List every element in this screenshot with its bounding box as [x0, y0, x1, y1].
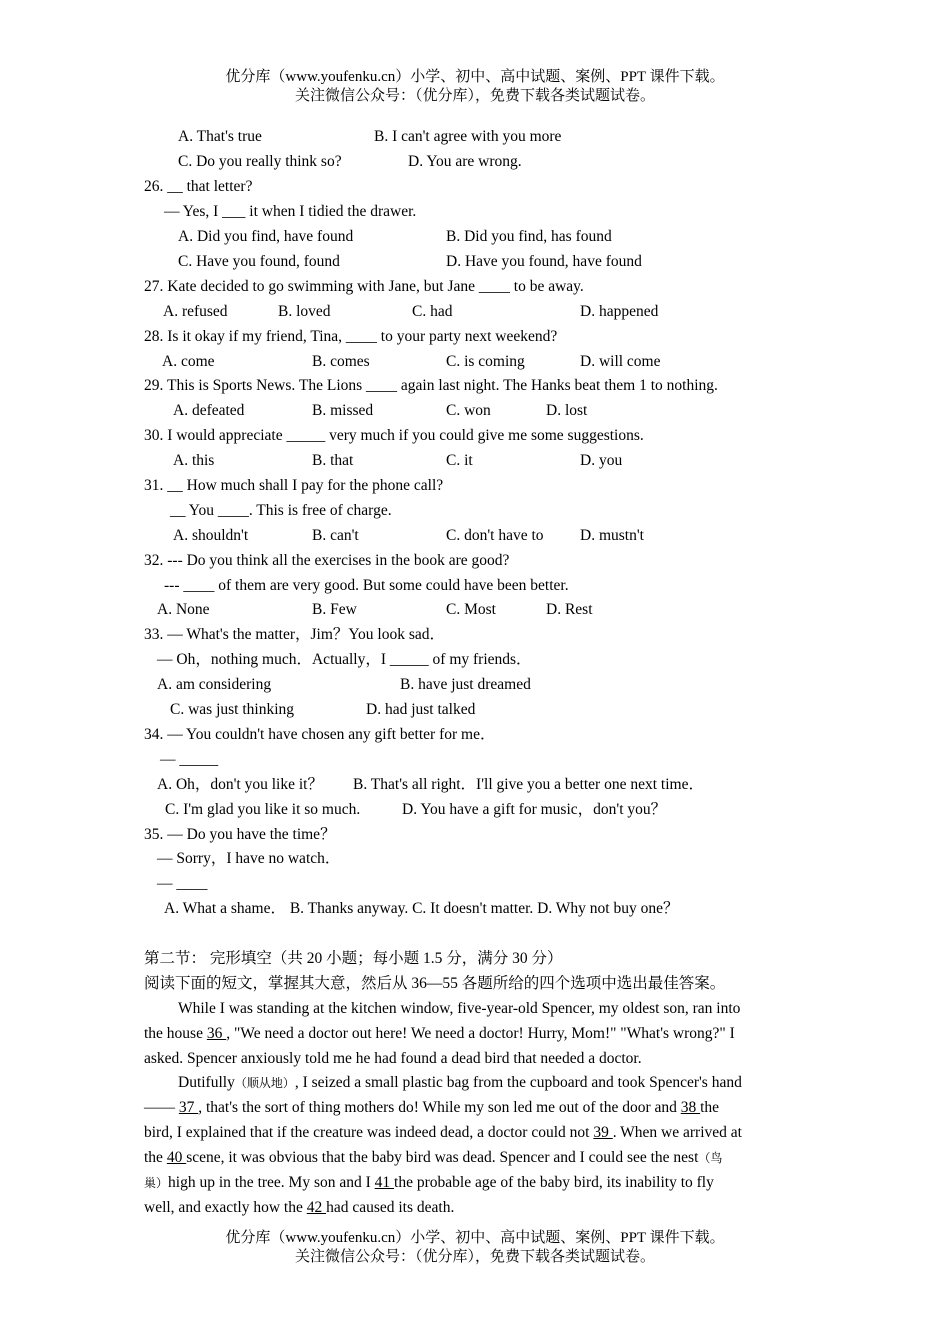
passage-line: While I was standing at the kitchen window, five-year-old Spencer, my oldest son, ran into — [178, 1000, 741, 1017]
q26-option-a: A. Did you find, have found — [178, 228, 354, 245]
q33-option-d: D. had just talked — [366, 701, 476, 718]
q31-option-a: A. shouldn't — [173, 527, 249, 544]
q35-options: A. What a shame． B. Thanks anyway. C. It doesn't matter. D. Why not buy one？ — [164, 900, 679, 917]
q27-option-a: A. refused — [163, 303, 228, 320]
q33-option-b: B. have just dreamed — [400, 676, 531, 693]
q30-stem: 30. I would appreciate _____ very much if you could give me some suggestions. — [144, 427, 644, 444]
q35-reply-1: — Sorry，I have no watch． — [157, 850, 341, 867]
q34-reply: — _____ — [160, 751, 219, 768]
q35-reply-2: — ____ — [157, 875, 208, 892]
section-title: 第二节： 完形填空（共 20 小题；每小题 1.5 分，满分 30 分） — [144, 950, 563, 967]
q29-option-b: B. missed — [312, 402, 374, 419]
q28-option-a: A. come — [162, 353, 215, 370]
blank-37: 37 — [178, 1099, 199, 1116]
q27-option-d: D. happened — [580, 303, 659, 320]
passage-line: well, and exactly how the 42 had caused its death. — [144, 1199, 455, 1216]
q28-option-b: B. comes — [312, 353, 370, 370]
q30-option-a: A. this — [173, 452, 215, 469]
q25-option-c: C. Do you really think so? — [178, 153, 342, 170]
q26-reply: — Yes, I ___ it when I tidied the drawer. — [164, 203, 417, 220]
gloss: 巢） — [144, 1176, 169, 1190]
q28-stem: 28. Is it okay if my friend, Tina, ____ to your party next weekend? — [144, 328, 558, 345]
blank-41: 41 — [374, 1174, 395, 1191]
q25-option-b: B. I can't agree with you more — [374, 128, 562, 145]
q29-option-c: C. won — [446, 402, 491, 419]
q32-reply: --- ____ of them are very good. But some could have been better. — [164, 577, 569, 594]
footer-line-1: 优分库（www.youfenku.cn）小学、初中、高中试题、案例、PPT 课件下载。 — [225, 1230, 725, 1246]
q28-option-d: D. will come — [580, 353, 661, 370]
q30-option-b: B. that — [312, 452, 354, 469]
q25-option-d: D. You are wrong. — [408, 153, 522, 170]
blank-40: 40 — [166, 1149, 187, 1166]
blank-42: 42 — [306, 1199, 327, 1216]
footer-line-2: 关注微信公众号：（优分库），免费下载各类试题试卷。 — [294, 1249, 655, 1265]
q26-option-b: B. Did you find, has found — [446, 228, 612, 245]
q34-option-c: C. I'm glad you like it so much. — [165, 801, 361, 818]
q26-option-c: C. Have you found, found — [178, 253, 340, 270]
q30-option-d: D. you — [580, 452, 623, 469]
q32-option-c: C. Most — [446, 601, 496, 618]
q33-stem: 33. — What's the matter，Jim？You look sad． — [144, 626, 446, 643]
q26-option-d: D. Have you found, have found — [446, 253, 642, 270]
blank-39: 39 — [593, 1124, 613, 1141]
q31-reply: __ You ____. This is free of charge. — [170, 502, 392, 519]
passage-line: the house 36 , "We need a doctor out here! We need a doctor! Hurry, Mom!" "What's wrong?" I — [144, 1025, 735, 1042]
q32-option-a: A. None — [157, 601, 210, 618]
q35-stem: 35. — Do you have the time？ — [144, 826, 336, 843]
q34-option-a: A. Oh，don't you like it？ — [157, 776, 323, 793]
q32-stem: 32. --- Do you think all the exercises in the book are good? — [144, 552, 510, 569]
q34-option-d: D. You have a gift for music，don't you？ — [402, 801, 667, 818]
q32-option-b: B. Few — [312, 601, 357, 618]
q29-option-d: D. lost — [546, 402, 588, 419]
section-instruction: 阅读下面的短文，掌握其大意，然后从 36—55 各题所给的四个选项中选出最佳答案。 — [144, 975, 726, 992]
passage-line: asked. Spencer anxiously told me he had found a dead bird that needed a doctor. — [144, 1050, 642, 1067]
passage-line: the 40 scene, it was obvious that the baby bird was dead. Spencer and I could see the nest（鸟 — [144, 1149, 723, 1166]
passage-line: Dutifully（顺从地）, I seized a small plastic bag from the cupboard and took Spencer's hand — [178, 1074, 742, 1091]
passage-line: 巢）high up in the tree. My son and I 41 the probable age of the baby bird, its inability to fly — [144, 1174, 714, 1191]
q34-stem: 34. — You couldn't have chosen any gift better for me． — [144, 726, 496, 743]
q29-stem: 29. This is Sports News. The Lions ____ again last night. The Hanks beat them 1 to nothing. — [144, 377, 718, 394]
q31-option-c: C. don't have to — [446, 527, 544, 544]
blank-36: 36 — [206, 1025, 227, 1042]
q26-stem: 26. __ that letter? — [144, 178, 253, 195]
header-line-1: 优分库（www.youfenku.cn）小学、初中、高中试题、案例、PPT 课件下载。 — [225, 69, 725, 85]
q32-option-d: D. Rest — [546, 601, 593, 618]
q27-stem: 27. Kate decided to go swimming with Jane, but Jane ____ to be away. — [144, 278, 584, 295]
q30-option-c: C. it — [446, 452, 473, 469]
q31-stem: 31. __ How much shall I pay for the phone call? — [144, 477, 444, 494]
header-line-2: 关注微信公众号：（优分库），免费下载各类试题试卷。 — [294, 88, 655, 104]
q29-option-a: A. defeated — [173, 402, 245, 419]
gloss: （顺从地） — [234, 1076, 295, 1090]
q33-option-a: A. am considering — [157, 676, 272, 693]
gloss: （鸟 — [698, 1151, 723, 1165]
q34-option-b: B. That's all right．I'll give you a better one next time． — [353, 776, 704, 793]
q27-option-b: B. loved — [278, 303, 331, 320]
q25-option-a: A. That's true — [178, 128, 262, 145]
q27-option-c: C. had — [412, 303, 453, 320]
blank-38: 38 — [680, 1099, 701, 1116]
q33-option-c: C. was just thinking — [170, 701, 295, 718]
passage-line: —— 37 , that's the sort of thing mothers do! While my son led me out of the door and 38 the — [144, 1099, 720, 1116]
q31-option-d: D. mustn't — [580, 527, 644, 544]
passage-line: bird, I explained that if the creature was indeed dead, a doctor could not 39 . When we arrived at — [144, 1124, 742, 1141]
q33-reply: — Oh，nothing much．Actually，I _____ of my friends． — [157, 651, 532, 668]
q31-option-b: B. can't — [312, 527, 359, 544]
q28-option-c: C. is coming — [446, 353, 525, 370]
